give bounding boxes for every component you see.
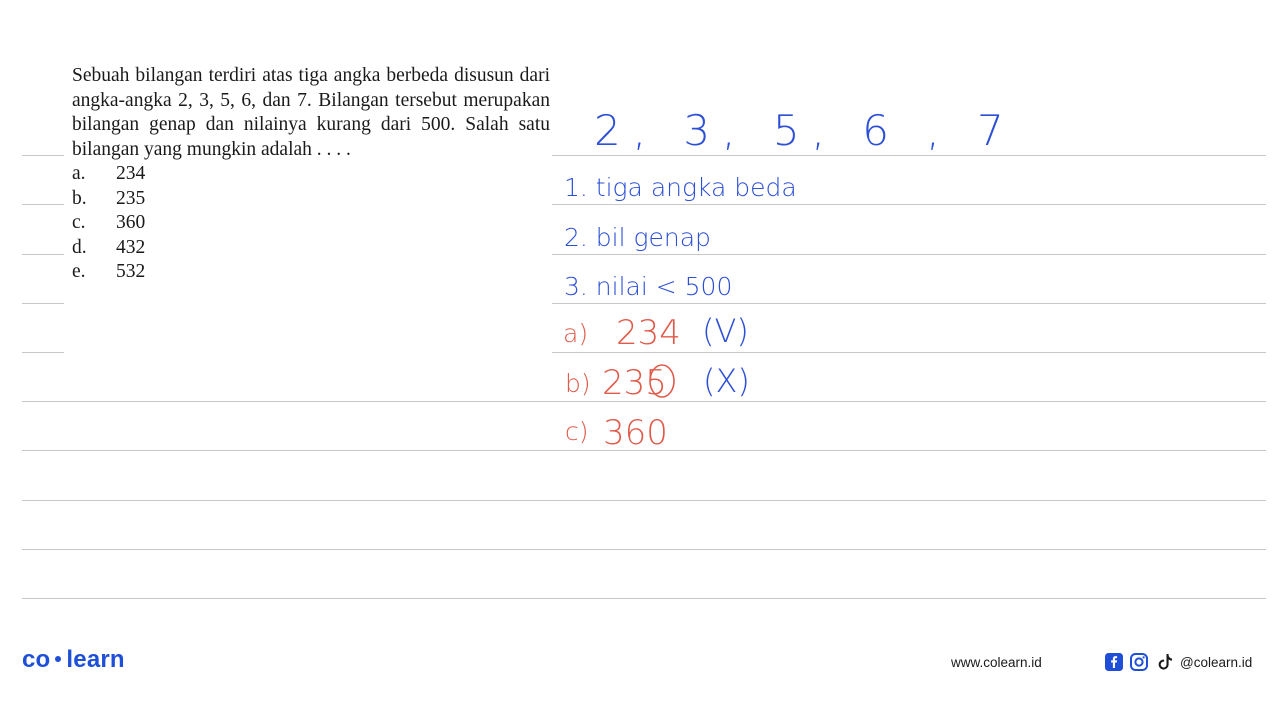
colearn-logo: co learn	[22, 646, 125, 673]
ruled-line	[552, 352, 1266, 353]
ruled-line	[22, 500, 1266, 501]
footer	[0, 640, 1280, 684]
ruled-line	[552, 155, 1266, 156]
hw-check-b-value: 235	[602, 363, 667, 403]
hw-check-b-mark: (X)	[703, 362, 750, 400]
option-d: d. 432	[72, 236, 146, 258]
ruled-line	[552, 254, 1266, 255]
hw-check-c-value: 360	[603, 413, 668, 453]
ruled-line	[22, 598, 1266, 599]
question-text: Sebuah bilangan terdiri atas tiga angka berbeda disusun dari angka-angka 2, 3, 5, 6, dan 7. Bilangan tersebut merupakan bilangan genap dan nilainya kurang dari 500. Salah satu bilangan yang mungkin adalah . . . .	[72, 65, 550, 160]
hw-circle-mark	[650, 365, 674, 397]
website-link[interactable]: www.colearn.id	[951, 655, 1042, 670]
answer-options	[72, 162, 550, 284]
hw-check-a-mark: (V)	[702, 312, 749, 350]
ruled-line	[22, 450, 1266, 451]
ruled-line	[22, 401, 1266, 402]
hw-digits: 2, 3, 5, 6 , 7	[594, 106, 1016, 155]
option-e: e. 532	[72, 260, 146, 282]
question-block	[72, 64, 550, 284]
ruled-line	[22, 303, 64, 304]
ruled-line	[22, 549, 1266, 550]
hw-rule-3: 3. nilai < 500	[564, 272, 733, 301]
ruled-line	[22, 254, 64, 255]
ruled-line	[22, 155, 64, 156]
tiktok-icon[interactable]	[1155, 652, 1175, 672]
hw-rule-2: 2. bil genap	[564, 223, 711, 252]
ruled-line	[22, 204, 64, 205]
ruled-line	[552, 204, 1266, 205]
option-c: c. 360	[72, 212, 146, 234]
hw-check-c-label: c)	[565, 417, 589, 446]
hw-check-b-label: b)	[565, 369, 591, 398]
ruled-line	[552, 303, 1266, 304]
option-b: b. 235	[72, 187, 146, 209]
hw-check-a-value: 234	[616, 313, 681, 353]
ruled-line	[22, 352, 64, 353]
instagram-icon[interactable]	[1129, 652, 1149, 672]
logo-dot	[55, 656, 61, 662]
social-handle[interactable]: @colearn.id	[1180, 655, 1253, 670]
facebook-icon[interactable]	[1104, 652, 1124, 672]
option-a: a. 234	[72, 163, 146, 185]
hw-rule-1: 1. tiga angka beda	[564, 173, 797, 202]
hw-check-a-label: a)	[563, 319, 589, 348]
